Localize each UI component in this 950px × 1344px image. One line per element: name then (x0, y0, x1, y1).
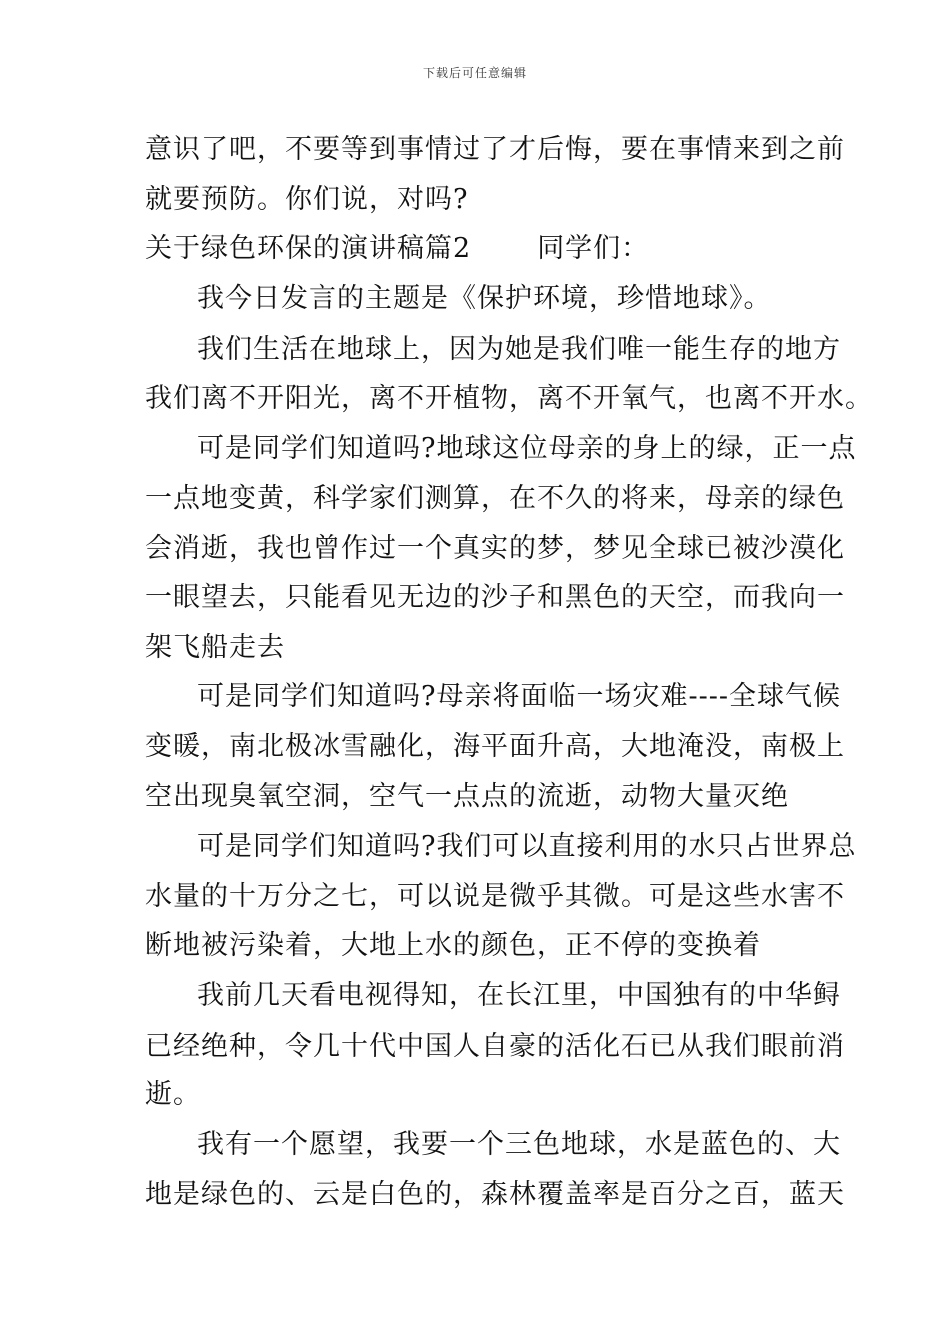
text-line: 逝。 (145, 1079, 201, 1110)
text-line: 断地被污染着，大地上水的颜色，正不停的变换着 (145, 930, 761, 961)
text-line: 可是同学们知道吗?地球这位母亲的身上的绿，正一点 (197, 433, 857, 464)
text-line: 意识了吧，不要等到事情过了才后悔，要在事情来到之前 (145, 134, 845, 165)
text-line: 我前几天看电视得知，在长江里，中国独有的中华鲟 (197, 980, 841, 1011)
text-line: 就要预防。你们说，对吗? (145, 184, 469, 215)
text-line: 我们生活在地球上，因为她是我们唯一能生存的地方 (197, 334, 841, 365)
text-line: 我们离不开阳光，离不开植物，离不开氧气，也离不开水。 (145, 383, 873, 414)
text-line: 架飞船走去 (145, 632, 285, 663)
page-header: 下载后可任意编辑 (422, 66, 527, 80)
text-line: 一眼望去，只能看见无边的沙子和黑色的天空，而我向一 (145, 582, 845, 613)
text-line: 我今日发言的主题是《保护环境，珍惜地球》。 (197, 283, 772, 314)
text-line: 会消逝，我也曾作过一个真实的梦，梦见全球已被沙漠化 (145, 533, 845, 564)
text-line: 可是同学们知道吗?母亲将面临一场灾难----全球气候 (197, 681, 841, 712)
section-title-line (145, 232, 649, 266)
text-line: 可是同学们知道吗?我们可以直接利用的水只占世界总 (197, 831, 857, 862)
section-title: 关于绿色环保的演讲稿篇2 (145, 233, 472, 264)
salutation: 同学们： (537, 233, 650, 264)
text-line: 空出现臭氧空洞，空气一点点的流逝，动物大量灭绝 (145, 781, 789, 812)
text-line: 变暖，南北极冰雪融化，海平面升高，大地淹没，南极上 (145, 731, 845, 762)
text-line: 水量的十万分之七，可以说是微乎其微。可是这些水害不 (145, 881, 845, 912)
text-line: 已经绝种，令几十代中国人自豪的活化石已从我们眼前消 (145, 1031, 845, 1062)
text-line: 地是绿色的、云是白色的，森林覆盖率是百分之百，蓝天 (145, 1179, 845, 1210)
text-line: 一点地变黄，科学家们测算，在不久的将来，母亲的绿色 (145, 483, 845, 514)
text-line: 我有一个愿望，我要一个三色地球，水是蓝色的、大 (197, 1129, 841, 1160)
